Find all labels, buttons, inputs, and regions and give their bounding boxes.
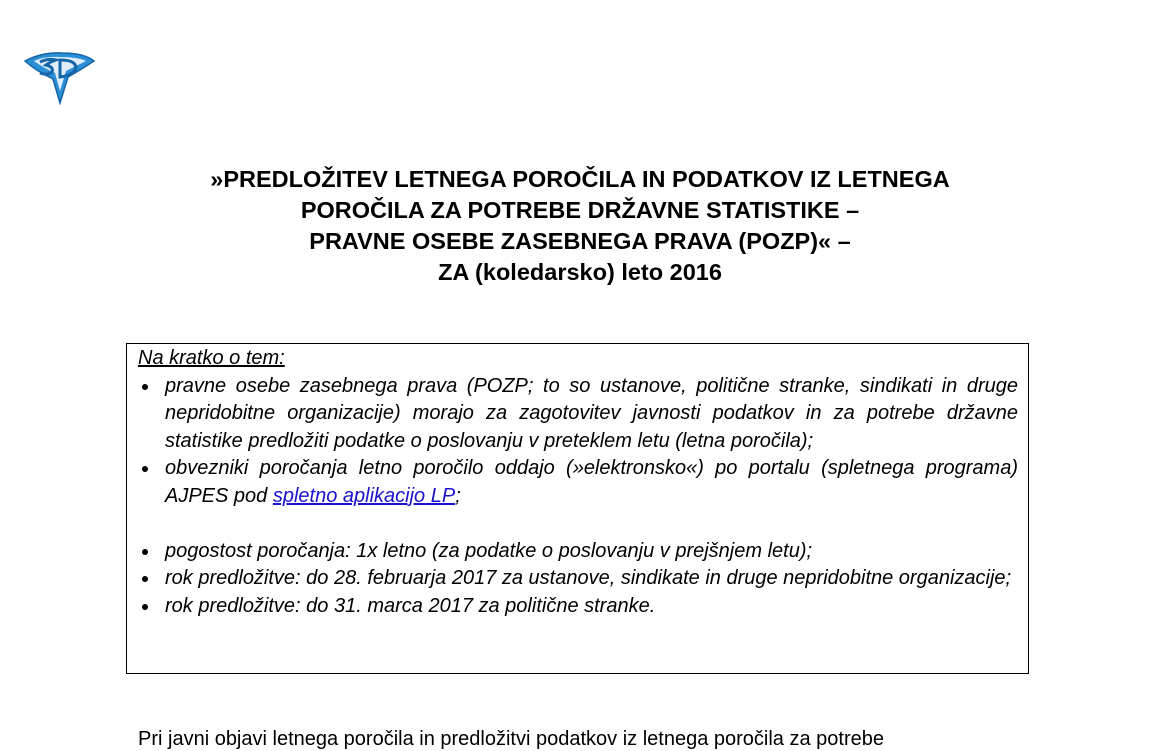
list-item-text: rok predložitve: do 31. marca 2017 za politične stranke. xyxy=(165,594,656,617)
list-item xyxy=(138,373,1018,456)
summary-list xyxy=(138,373,1018,621)
logo-icon xyxy=(22,49,96,105)
list-item xyxy=(138,565,1018,593)
body-paragraph: Pri javni objavi letnega poročila in predložitvi podatkov iz letnega poročila za potrebe xyxy=(138,728,884,750)
list-item xyxy=(138,593,1018,621)
list-item xyxy=(138,455,1018,510)
list-item-text: rok predložitve: do 28. februarja 2017 za ustanove, sindikate in druge nepridobitne organizacije; xyxy=(165,567,1012,589)
list-item-suffix: ; xyxy=(455,484,461,507)
summary-box xyxy=(126,343,1029,674)
title-line: PRAVNE OSEBE ZASEBNEGA PRAVA (POZP)« – xyxy=(309,228,851,254)
document-title xyxy=(100,164,1060,288)
list-item-text: pogostost poročanja: 1x letno (za podatke o poslovanju v prejšnjem letu); xyxy=(165,539,813,562)
title-line: »PREDLOŽITEV LETNEGA POROČILA IN PODATKOV IZ LETNEGA xyxy=(210,166,950,192)
list-item xyxy=(138,538,1018,566)
lp-application-link[interactable]: spletno aplikacijo LP xyxy=(272,484,456,507)
title-line: ZA (koledarsko) leto 2016 xyxy=(438,259,722,285)
summary-heading: Na kratko o tem: xyxy=(138,347,285,369)
list-item-text: obvezniki poročanja letno poročilo oddajo (»elektronsko«) po portalu (spletnega programa) AJPES pod xyxy=(165,457,1018,507)
title-line: POROČILA ZA POTREBE DRŽAVNE STATISTIKE – xyxy=(300,197,860,223)
list-item-text: pravne osebe zasebnega prava (POZP; to so ustanove, politične stranke, sindikati in druge nepridobitne organizacije) morajo za zagotovitev javnosti podatkov in za potrebe državne statistike predložiti podatke o poslovanju v preteklem letu (letna poročila); xyxy=(165,374,1018,452)
